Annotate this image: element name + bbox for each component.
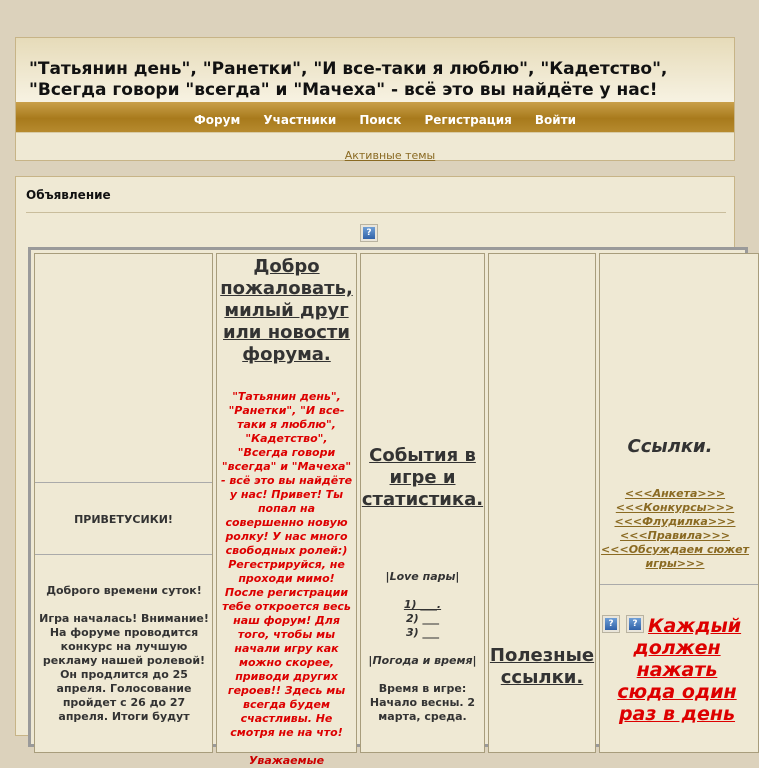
nav-login[interactable]: Войти	[534, 113, 577, 127]
nav-members[interactable]: Участники	[263, 113, 337, 127]
title-line-1: "Татьянин день", "Ранетки", "И все-таки я люблю", "Кадетство",	[29, 59, 668, 79]
weather-title: |Погода и время|	[368, 654, 477, 667]
links-heading: Ссылки.	[627, 436, 713, 457]
divider	[35, 554, 212, 555]
link-flood[interactable]: <<<Флудилка>>>	[614, 515, 736, 528]
question-icon: ?	[363, 227, 375, 239]
announcement-title: Объявление	[26, 188, 111, 202]
link-rules[interactable]: <<<Правила>>>	[620, 529, 730, 542]
game-time: Время в игре: Начало весны. 2 марта, среда.	[369, 682, 476, 723]
notice-line-4: сюда один	[617, 681, 737, 703]
divider	[26, 212, 726, 213]
daily-click-notice[interactable]	[602, 615, 752, 725]
nav-register[interactable]: Регистрация	[424, 113, 512, 127]
divider	[600, 584, 758, 585]
column-welcome	[216, 253, 357, 767]
title-banner	[16, 38, 734, 102]
pair-1[interactable]: 1) ___.	[403, 598, 442, 611]
active-topics-link[interactable]: Активные темы	[344, 149, 436, 162]
notice-line-5: раз в день	[618, 703, 736, 725]
welcome-heading[interactable]: Добро пожаловать, милый друг или новости форума.	[220, 256, 353, 365]
announcement-table	[28, 247, 749, 767]
question-icon: ?	[629, 618, 641, 630]
nav-forum[interactable]: Форум	[193, 113, 241, 127]
column-events	[360, 253, 485, 753]
announcement-panel	[15, 176, 749, 767]
question-icon: ?	[605, 618, 617, 630]
welcome-tail: Уважаемые	[248, 754, 325, 767]
title-line-2: "Всегда говори "всегда" и "Мачеха" - всё это вы найдёте у нас!	[29, 80, 658, 100]
love-pairs-title: |Love пары|	[385, 570, 460, 583]
greeting-text: Доброго времени суток! Игра началась! Внимание! На форуме проводится конкурс на лучшую рекламу нашей ролевой! Он продлится до 25 апреля. Голосование пройдет с 26 до 27 апреля. Итоги будут	[39, 584, 209, 723]
column-greeting	[34, 253, 213, 753]
forum-title	[29, 59, 734, 101]
welcome-body: "Татьянин день", "Ранетки", "И все-таки я люблю", "Кадетство", "Всегда говори "всегда" и "Мачеха" - всё это вы найдёте у нас! Привет! Ты попал на совершенно новую ролку! У нас много свободных ролей:) Регестрируйся, не проходи мимо! После регистрации тебе откроется весь наш форум! Для того, чтобы мы начали игру как можно скорее, приводи других героев!! Здесь мы всегда будем счастливы. Не смотря не на что!	[220, 390, 353, 739]
main-navigation	[16, 102, 734, 132]
events-heading[interactable]: События в игре и статистика.	[361, 445, 484, 510]
nav-search[interactable]: Поиск	[359, 113, 402, 127]
welcome-text	[217, 390, 356, 768]
divider	[35, 482, 212, 483]
column-links	[599, 253, 759, 753]
link-anketa[interactable]: <<<Анкета>>>	[624, 487, 726, 500]
notice-line-1: Каждый	[648, 615, 742, 637]
link-plot[interactable]: <<<Обсуждаем сюжет игры>>>	[601, 543, 749, 570]
pair-2: 2) ___	[405, 612, 439, 625]
links-list	[600, 487, 750, 571]
greeting-heading: ПРИВЕТУСИКИ!	[74, 513, 173, 526]
sub-navigation	[16, 132, 734, 162]
events-list	[361, 570, 484, 724]
notice-line-3: нажать	[636, 659, 718, 681]
pair-3: 3) ___	[405, 626, 439, 639]
help-button[interactable]	[360, 224, 378, 242]
column-useful-links	[488, 253, 596, 753]
link-contests[interactable]: <<<Конкурсы>>>	[615, 501, 735, 514]
notice-line-2: должен	[633, 637, 721, 659]
forum-header	[15, 37, 735, 161]
useful-links-heading[interactable]: Полезные ссылки.	[489, 645, 595, 688]
